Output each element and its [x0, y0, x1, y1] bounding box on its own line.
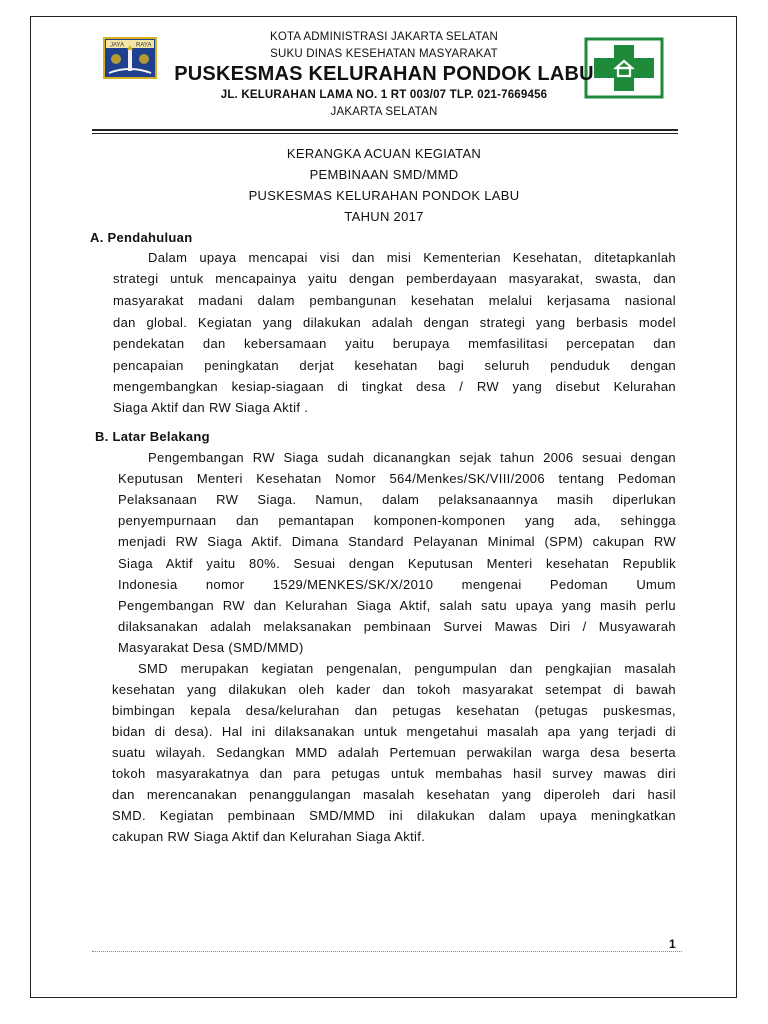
section-b-line: Keputusan Menteri Kesehatan Nomor 564/Menkes/SK/VIII/2006 tentang Pedoman — [118, 471, 676, 486]
section-b-line: dilaksanakan adalah melaksanakan pembinaan Survei Mawas Diri / Musyawarah — [118, 619, 676, 634]
crest-text-left: JAYA — [110, 42, 125, 49]
doc-title-line4: TAHUN 2017 — [344, 209, 424, 224]
letterhead-institution-name: PUSKESMAS KELURAHAN PONDOK LABU — [174, 63, 594, 85]
section-a-line: pendekatan dan kebersamaan yaitu berupaya memfasilitasi percepatan dan — [113, 336, 676, 351]
section-b-line: tokoh masyarakatnya dan para petugas untuk membahas hasil survey mawas diri — [112, 766, 676, 781]
doc-title-line3: PUSKESMAS KELURAHAN PONDOK LABU — [248, 188, 520, 203]
section-b-line: Pengembangan RW dan Kelurahan Siaga Aktif, salah satu upaya yang masih perlu — [118, 598, 676, 613]
letterhead-line2: SUKU DINAS KESEHATAN MASYARAKAT — [270, 48, 498, 60]
section-b-line: SMD. Kegiatan pembinaan SMD/MMD ini dilakukan dalam upaya meningkatkan — [112, 808, 676, 823]
section-b-line: Pelaksanaan RW Siaga. Namun, dalam pelaksanaannya masih diperlukan — [118, 492, 676, 507]
section-b-heading: B. Latar Belakang — [95, 429, 210, 444]
section-b-line: cakupan RW Siaga Aktif dan Kelurahan Siaga Aktif. — [112, 829, 426, 844]
section-a-line: dan global. Kegiatan yang dilakukan adalah dengan strategi yang berbasis model — [113, 315, 676, 330]
section-b-line: Pengembangan RW Siaga sudah dicanangkan sejak tahun 2006 sesuai dengan — [148, 450, 676, 465]
letterhead-divider-thick — [92, 129, 678, 131]
letterhead-divider-thin — [92, 133, 678, 134]
section-a-line: strategi untuk mencapainya yaitu dengan pemberdayaan masyarakat, swasta, dan — [113, 271, 676, 286]
section-b-line: dan merencanakan penanggulangan masalah kesehatan yang diperoleh dari hasil — [112, 787, 676, 802]
section-b-line: menjadi RW Siaga Aktif. Dimana Standard Pelayanan Minimal (SPM) cakupan RW — [118, 534, 676, 549]
doc-title-line1: KERANGKA ACUAN KEGIATAN — [286, 146, 482, 161]
section-a-line: mengembangkan kesiap-siagaan di tingkat desa / RW yang disebut Kelurahan — [113, 379, 676, 394]
page-number: 1 — [669, 937, 676, 951]
doc-title-line2: PEMBINAAN SMD/MMD — [309, 167, 459, 182]
letterhead-city: JAKARTA SELATAN — [330, 106, 438, 118]
section-b-line: Siaga Aktif yaitu 80%. Sesuai dengan Keputusan Menteri kesehatan Republik — [118, 556, 676, 571]
section-a-line: Dalam upaya mencapai visi dan misi Kementerian Kesehatan, ditetapkanlah — [148, 250, 676, 265]
section-b-line: bimbingan kepala desa/kelurahan dan petugas kesehatan (petugas puskesmas, — [112, 703, 676, 718]
section-b-line: Masyarakat Desa (SMD/MMD) — [118, 640, 304, 655]
section-b-line: Indonesia nomor 1529/MENKES/SK/X/2010 mengenai Pedoman Umum — [118, 577, 676, 592]
crest-text-right: RAYA — [136, 42, 152, 49]
section-b-line: kesehatan yang dilakukan oleh kader dan tokoh masyarakat setempat di bawah — [112, 682, 676, 697]
letterhead-address: JL. KELURAHAN LAMA NO. 1 RT 003/07 TLP. 021-7669456 — [220, 89, 548, 101]
section-a-heading: A. Pendahuluan — [90, 230, 193, 245]
section-b-line: suatu wilayah. Sedangkan MMD adalah Pertemuan perwakilan warga desa beserta — [112, 745, 676, 760]
section-b-line: penyempurnaan dan pemantapan komponen-komponen yang ada, sehingga — [118, 513, 676, 528]
section-a-line: Siaga Aktif dan RW Siaga Aktif . — [113, 400, 309, 415]
section-b-line: bidan di desa). Hal ini dilaksanakan untuk mengetahui masalah apa yang terjadi di — [112, 724, 676, 739]
letterhead-line1: KOTA ADMINISTRASI JAKARTA SELATAN — [270, 31, 498, 43]
section-a-line: masyarakat madani dalam pembangunan kesehatan melalui kerjasama nasional — [113, 293, 676, 308]
section-a-line: pencapaian peningkatan derjat kesehatan bagi seluruh penduduk dengan — [113, 358, 676, 373]
section-b-line: SMD merupakan kegiatan pengenalan, pengumpulan dan pengkajian masalah — [138, 661, 676, 676]
footer-divider — [92, 951, 682, 952]
